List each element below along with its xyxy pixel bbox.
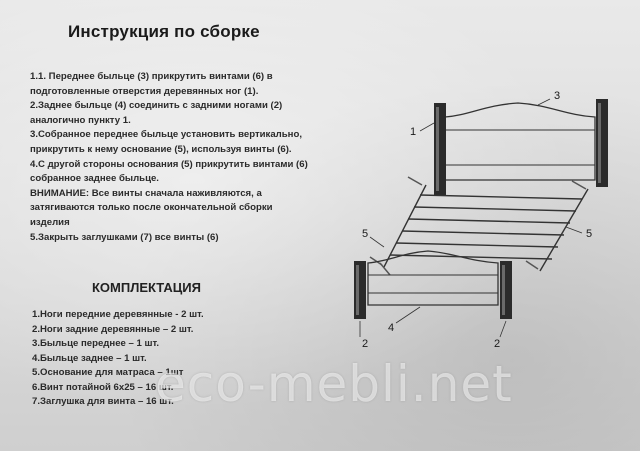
front-leg-left [434, 103, 446, 195]
step-line: 2.Заднее быльце (4) соединить с задними ногами (2) [30, 100, 283, 112]
front-headboard [445, 103, 595, 180]
rear-leg-right [500, 261, 512, 319]
bed-assembly-diagram [350, 85, 630, 355]
callout-leaders [360, 99, 582, 337]
kit-item: 6.Винт потайной 6х25 – 16 шт. [32, 381, 174, 393]
front-leg-right [596, 99, 608, 187]
callout-2-left: 2 [362, 338, 369, 350]
step-line: изделия [30, 216, 70, 228]
kit-item: 7.Заглушка для винта – 16 шт. [32, 396, 174, 407]
rear-footboard [368, 251, 498, 305]
warning-line: ВНИМАНИЕ: Все винты сначала наживляются, а [30, 187, 262, 199]
step-line: аналогично пункту 1. [30, 114, 131, 126]
kit-item: 2.Ноги задние деревянные – 2 шт. [32, 323, 194, 335]
kit-item: 5.Основание для матраса – 1шт [32, 367, 184, 378]
site-watermark: eco-mebli.net [155, 355, 513, 413]
callout-3: 3 [554, 90, 561, 102]
step-line: 4.С другой стороны основания (5) прикрутить винтами (6) [30, 158, 308, 170]
step-line: собранное заднее быльце. [30, 173, 159, 185]
step-line: затягиваются только после окончательной сборки [30, 202, 273, 214]
step-line: подготовленные отверстия деревянных ног (1). [30, 85, 259, 97]
callout-5-left: 5 [362, 228, 369, 240]
kit-item: 3.Быльце переднее – 1 шт. [32, 338, 160, 349]
step-line: 3.Собранное переднее быльце установить вертикально, [30, 129, 302, 141]
step-line: 1.1. Переднее быльце (3) прикрутить винтами (6) в [30, 71, 273, 82]
kit-title: КОМПЛЕКТАЦИЯ [92, 280, 201, 295]
assembly-steps [30, 70, 330, 245]
kit-item: 1.Ноги передние деревянные - 2 шт. [32, 309, 204, 320]
callout-2-right: 2 [494, 338, 501, 350]
step-line: 5.Закрыть заглушками (7) все винты (6) [30, 231, 219, 243]
page-title: Инструкция по сборке [68, 22, 260, 41]
mattress-base [384, 185, 588, 271]
step-line: прикрутить к нему основание (5), используя винты (6). [30, 143, 292, 155]
callout-5-right: 5 [586, 228, 593, 240]
callout-4: 4 [388, 322, 395, 334]
rear-leg-left [354, 261, 366, 319]
callout-1: 1 [410, 126, 417, 138]
kit-item: 4.Быльце заднее – 1 шт. [32, 352, 147, 364]
